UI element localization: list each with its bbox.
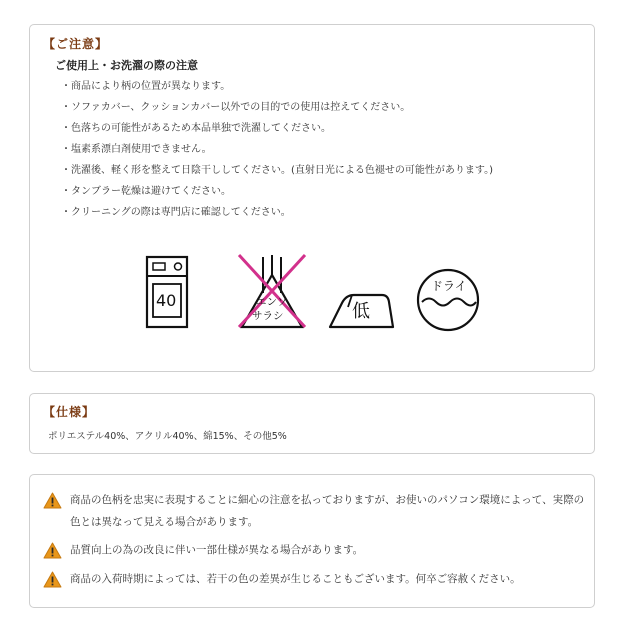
warning-icon bbox=[43, 492, 62, 509]
care-note: ・クリーニングの際は専門店に確認してください。 bbox=[61, 207, 291, 218]
care-note: ・色落ちの可能性があるため本品単独で洗濯してください。 bbox=[61, 123, 331, 134]
notice-item bbox=[43, 539, 592, 561]
notice-item bbox=[43, 489, 592, 533]
bleach-label-line1: エンソ bbox=[256, 296, 288, 308]
notice-text: 品質向上の為の改良に伴い一部仕様が異なる場合があります。 bbox=[70, 544, 364, 556]
caution-heading: 【ご注意】 bbox=[43, 37, 109, 51]
usage-subheading: ご使用上・お洗濯の際の注意 bbox=[55, 59, 198, 72]
care-note: ・商品により柄の位置が異なります。 bbox=[61, 81, 231, 92]
no-bleach-icon bbox=[234, 255, 310, 331]
bleach-label-line2: サラシ bbox=[252, 310, 284, 322]
care-note: ・洗濯後、軽く形を整えて日陰干ししてください。(直射日光による色褪せの可能性があります。) bbox=[61, 165, 494, 176]
spec-panel bbox=[29, 393, 595, 454]
notice-text: 商品の色柄を忠実に表現することに細心の注意を払っておりますが、お使いのパソコン環境によって、実際の色とは異なって見える場合があります。 bbox=[70, 494, 585, 528]
dry-clean-label: ドライ bbox=[431, 279, 467, 293]
iron-temperature-label: 低 bbox=[352, 301, 370, 322]
spec-heading: 【仕様】 bbox=[43, 405, 96, 419]
warning-icon bbox=[43, 542, 62, 559]
material-composition: ポリエステル40%、アクリル40%、綿15%、その他5% bbox=[48, 431, 287, 442]
notice-panel bbox=[29, 474, 595, 608]
care-symbols bbox=[145, 255, 465, 335]
warning-icon bbox=[43, 571, 62, 588]
caution-panel bbox=[29, 24, 595, 372]
iron-low-icon bbox=[326, 255, 396, 331]
dry-clean-icon bbox=[416, 255, 484, 331]
machine-wash-icon bbox=[145, 255, 191, 331]
wash-temperature-label: 40 bbox=[156, 291, 177, 310]
notice-text: 商品の入荷時期によっては、若干の色の差異が生じることもございます。何卒ご容赦ください。 bbox=[70, 573, 521, 585]
care-note: ・ソファカバー、クッションカバー以外での目的での使用は控えてください。 bbox=[61, 102, 411, 113]
care-note: ・タンブラー乾燥は避けてください。 bbox=[61, 186, 231, 197]
care-note: ・塩素系漂白剤使用できません。 bbox=[61, 144, 212, 155]
notice-item bbox=[43, 568, 592, 590]
care-notes-list bbox=[61, 76, 493, 223]
